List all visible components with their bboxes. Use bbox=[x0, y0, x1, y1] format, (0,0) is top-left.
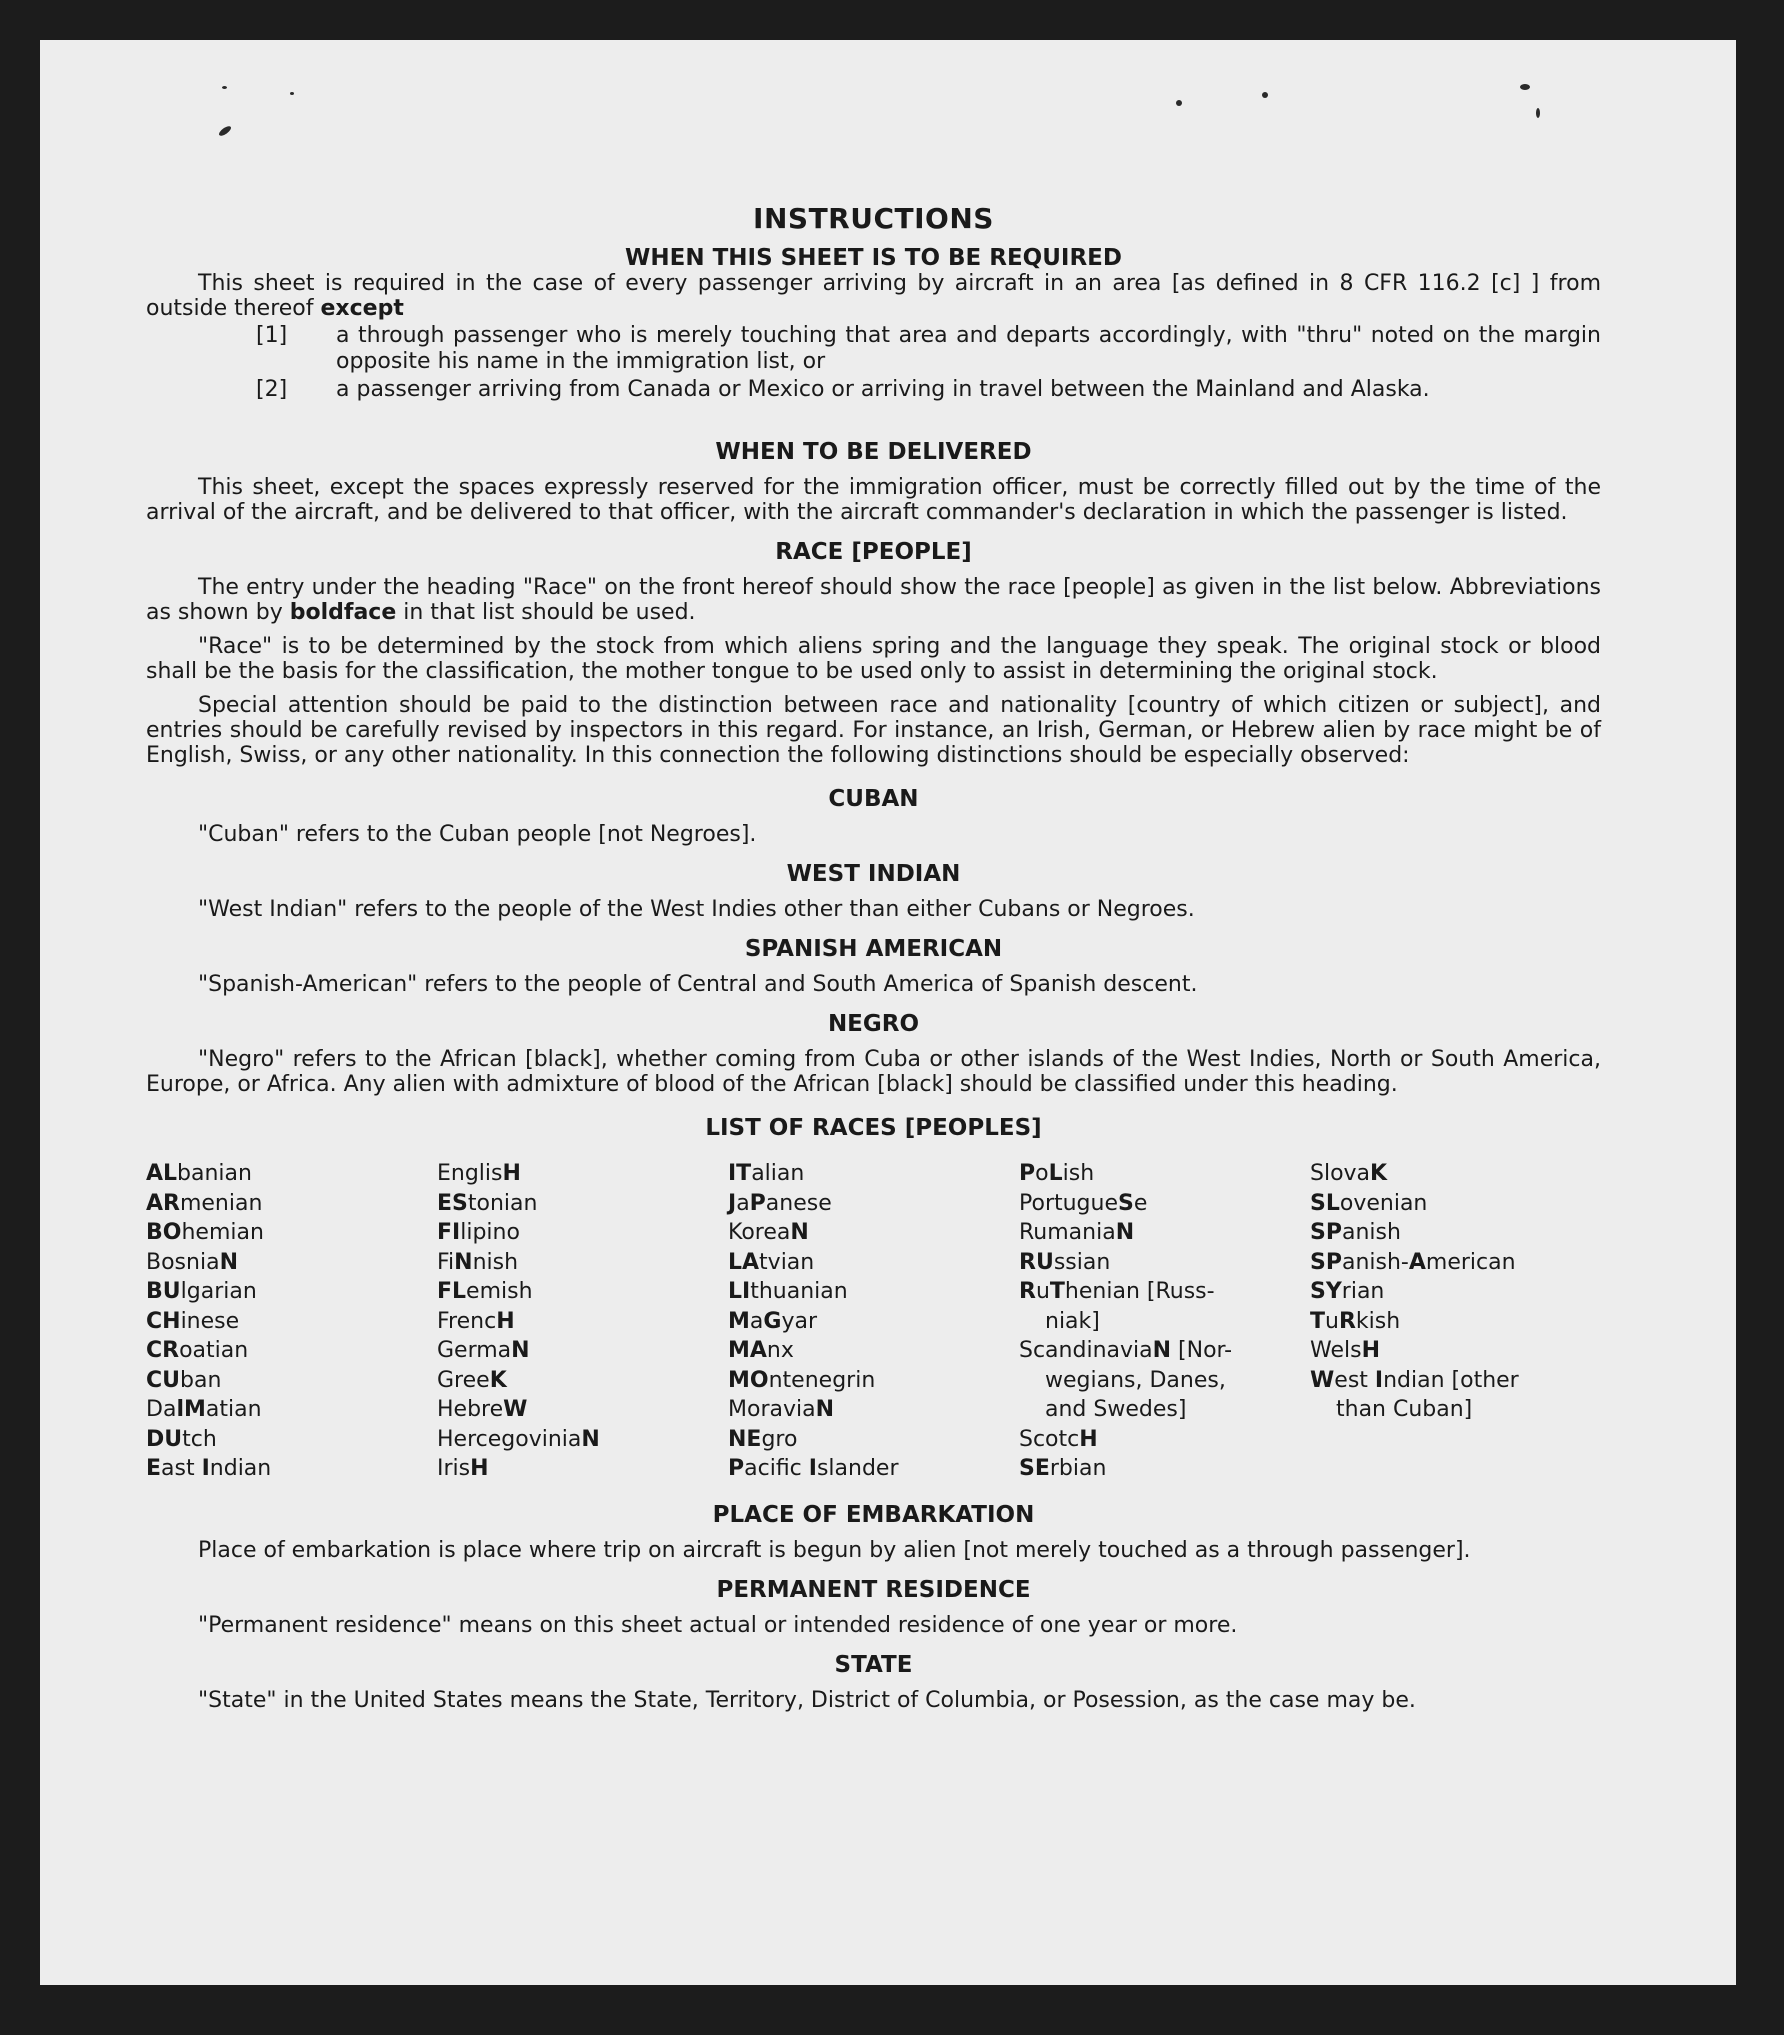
required-except: except bbox=[320, 296, 404, 321]
race-entry: NEgro bbox=[728, 1426, 798, 1452]
race-entry: FrencH bbox=[437, 1308, 515, 1334]
race-entry: EStonian bbox=[437, 1190, 538, 1216]
race-entry: RumaniaN bbox=[1019, 1220, 1135, 1245]
race-entry: ScotcH bbox=[1019, 1426, 1098, 1452]
exception-number: [2] bbox=[256, 377, 288, 402]
race-entry: SErbian bbox=[1019, 1456, 1107, 1481]
heading-list-of-races: LIST OF RACES [PEOPLES] bbox=[705, 1115, 1042, 1141]
race-entry: TuRkish bbox=[1310, 1308, 1401, 1334]
race-entry: CRoatian bbox=[146, 1338, 249, 1363]
scan-speck bbox=[218, 125, 233, 138]
race-entry: FIlipino bbox=[437, 1220, 520, 1245]
exception-text: a through passenger who is merely touching that area and departs accordingly, with "thru" noted on the margin opposite his name in the immigration list, or bbox=[336, 323, 1601, 374]
race-p1-text: The entry under the heading "Race" on the front hereof should show the race [people] as given in the list below. Abbreviations as shown by bbox=[146, 575, 1601, 625]
race-entry: ITalian bbox=[728, 1161, 805, 1186]
instructions-content bbox=[146, 202, 1601, 1713]
heading-cuban: CUBAN bbox=[828, 786, 919, 812]
race-entry: MAnx bbox=[728, 1338, 794, 1363]
race-entry: DalMatian bbox=[146, 1397, 262, 1422]
race-column bbox=[728, 1159, 1019, 1484]
race-entry: HercegoviniaN bbox=[437, 1426, 600, 1452]
race-entry: PoLish bbox=[1019, 1161, 1095, 1186]
scan-speck bbox=[222, 86, 227, 89]
race-entry: than Cuban] bbox=[1336, 1397, 1473, 1422]
race-entry: MoraviaN bbox=[728, 1397, 835, 1422]
race-entry: CHinese bbox=[146, 1308, 240, 1334]
exception-item-1 bbox=[146, 323, 1601, 375]
race-entry: LIthuanian bbox=[728, 1279, 848, 1304]
exception-text: a passenger arriving from Canada or Mexico or arriving in travel between the Mainland and Alaska. bbox=[336, 377, 1430, 402]
race-entry: and Swedes] bbox=[1045, 1397, 1187, 1422]
race-entry: SLovenian bbox=[1310, 1190, 1428, 1216]
race-entry: SPanish-American bbox=[1310, 1249, 1516, 1275]
race-entry: JaPanese bbox=[728, 1190, 832, 1216]
race-p1-boldface: boldface bbox=[289, 600, 397, 625]
negro-paragraph: "Negro" refers to the African [black], whether coming from Cuba or other islands of the West Indies, North or South America, Europe, or Africa. Any alien with admixture of blood of the African [black] should be classified under this heading. bbox=[146, 1047, 1601, 1097]
race-entry: BosniaN bbox=[146, 1249, 238, 1275]
heading-negro: NEGRO bbox=[827, 1011, 920, 1037]
required-text: This sheet is required in the case of every passenger arriving by aircraft in an area [as defined in 8 CFR 116.2 [c] ] from outside thereof bbox=[146, 271, 1601, 321]
race-entry: SPanish bbox=[1310, 1220, 1401, 1245]
race-entry: WelsH bbox=[1310, 1338, 1380, 1363]
heading-race: RACE [PEOPLE] bbox=[775, 539, 972, 565]
race-entry: BOhemian bbox=[146, 1220, 264, 1245]
race-entry: BUlgarian bbox=[146, 1279, 257, 1304]
race-column bbox=[1310, 1159, 1601, 1484]
race-entry: ALbanian bbox=[146, 1161, 252, 1186]
race-entry: EnglisH bbox=[437, 1161, 521, 1186]
race-entry: MaGyar bbox=[728, 1308, 817, 1334]
race-entry: GreeK bbox=[437, 1367, 507, 1393]
race-column bbox=[146, 1159, 437, 1484]
delivered-paragraph: This sheet, except the spaces expressly reserved for the immigration officer, must be correctly filled out by the time of the arrival of the aircraft, and be delivered to that officer, with the aircraft commander's declaration in which the passenger is listed. bbox=[146, 475, 1601, 525]
heading-state: STATE bbox=[834, 1651, 913, 1678]
scan-speck bbox=[1536, 108, 1540, 118]
scan-speck bbox=[290, 92, 294, 95]
race-paragraph-2: "Race" is to be determined by the stock from which aliens spring and the language they speak. The original stock or blood shall be the basis for the classification, the mother tongue to be used only to assist in determining the original stock. bbox=[146, 634, 1601, 684]
race-entry: KoreaN bbox=[728, 1220, 809, 1245]
race-entry: ARmenian bbox=[146, 1190, 263, 1216]
race-paragraph-3: Special attention should be paid to the distinction between race and nationality [country of which citizen or subject], and entries should be carefully revised by inspectors in this regard. For instance, an Irish, German, or Hebrew alien by race might be of English, Swiss, or any other nationality. In this connection the following distinctions should be especially observed: bbox=[146, 693, 1601, 768]
race-column bbox=[437, 1159, 728, 1484]
race-paragraph-1 bbox=[146, 575, 1601, 625]
cuban-paragraph: "Cuban" refers to the Cuban people [not Negroes]. bbox=[198, 822, 757, 847]
race-entry: MOntenegrin bbox=[728, 1367, 876, 1393]
race-entry: wegians, Danes, bbox=[1045, 1367, 1226, 1393]
residence-paragraph: "Permanent residence" means on this sheet actual or intended residence of one year or more. bbox=[198, 1612, 1238, 1638]
scan-speck bbox=[1262, 92, 1268, 98]
heading-when-delivered: WHEN TO BE DELIVERED bbox=[715, 439, 1032, 465]
heading-spanish-american: SPANISH AMERICAN bbox=[744, 936, 1003, 962]
heading-permanent-residence: PERMANENT RESIDENCE bbox=[716, 1576, 1031, 1603]
race-entry: niak] bbox=[1045, 1308, 1100, 1334]
race-entry: LAtvian bbox=[728, 1249, 815, 1275]
race-entry: PortugueSe bbox=[1019, 1190, 1148, 1216]
heading-when-required: WHEN THIS SHEET IS TO BE REQUIRED bbox=[625, 245, 1122, 271]
heading-west-indian: WEST INDIAN bbox=[786, 861, 961, 887]
heading-place-of-embarkation: PLACE OF EMBARKATION bbox=[712, 1501, 1035, 1528]
race-entry: GermaN bbox=[437, 1338, 530, 1363]
exception-number: [1] bbox=[256, 323, 288, 348]
west-indian-paragraph: "West Indian" refers to the people of the West Indies other than either Cubans or Negroes. bbox=[198, 897, 1195, 922]
document-page bbox=[40, 40, 1736, 1985]
exception-item-2 bbox=[146, 377, 1601, 403]
embarkation-paragraph: Place of embarkation is place where trip on aircraft is begun by alien [not merely touched as a through passenger]. bbox=[198, 1537, 1471, 1563]
race-entry: CUban bbox=[146, 1367, 222, 1393]
list-of-races bbox=[146, 1159, 1601, 1484]
scan-speck bbox=[1520, 84, 1530, 90]
race-entry: FLemish bbox=[437, 1279, 533, 1304]
state-paragraph: "State" in the United States means the State, Territory, District of Columbia, or Posession, as the case may be. bbox=[198, 1687, 1416, 1713]
race-entry: DUtch bbox=[146, 1426, 217, 1452]
race-entry: West Indian [other bbox=[1310, 1367, 1519, 1393]
race-entry: HebreW bbox=[437, 1397, 528, 1422]
race-p1-end: in that list should be used. bbox=[396, 600, 696, 625]
race-column bbox=[1019, 1159, 1310, 1484]
spanish-american-paragraph: "Spanish-American" refers to the people of Central and South America of Spanish descent. bbox=[198, 972, 1198, 997]
race-entry: ScandinaviaN [Nor- bbox=[1019, 1338, 1233, 1363]
race-entry: SYrian bbox=[1310, 1279, 1385, 1304]
race-entry: RUssian bbox=[1019, 1249, 1111, 1275]
scan-speck bbox=[1176, 100, 1182, 106]
page-title: INSTRUCTIONS bbox=[753, 202, 994, 235]
race-entry: Pacific Islander bbox=[728, 1456, 899, 1481]
race-entry: RuThenian [Russ- bbox=[1019, 1279, 1215, 1304]
required-paragraph bbox=[146, 271, 1601, 321]
race-entry: FiNnish bbox=[437, 1249, 519, 1275]
race-entry: SlovaK bbox=[1310, 1161, 1388, 1186]
race-entry: East Indian bbox=[146, 1456, 272, 1481]
race-entry: IrisH bbox=[437, 1456, 489, 1481]
